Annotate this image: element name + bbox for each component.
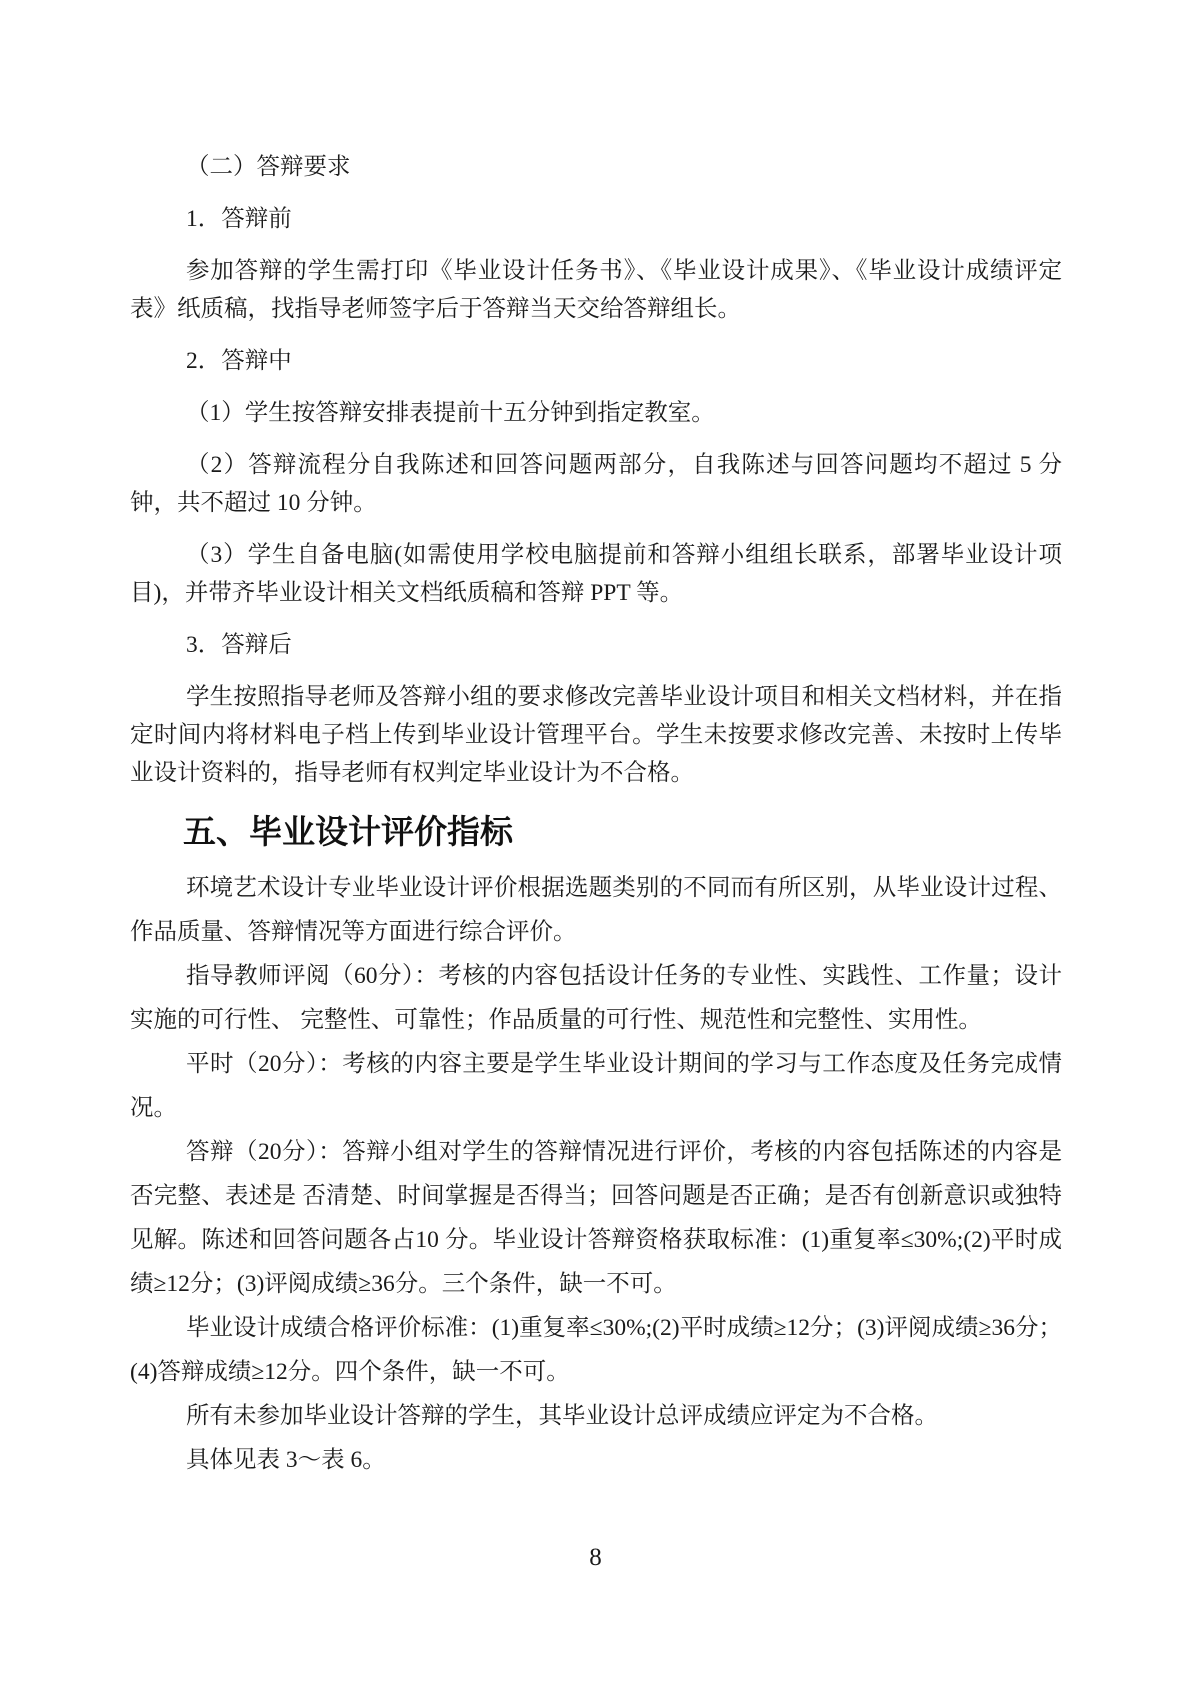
page-number: 8: [589, 1544, 602, 1571]
paragraph-see-tables: 具体见表 3～表 6。: [186, 1447, 386, 1473]
item-during-defense: 2．答辩中: [186, 348, 292, 374]
item-after-defense: 3．答辩后: [186, 632, 292, 658]
paragraph-no-defense-fail: 所有未参加毕业设计答辩的学生，其毕业设计总评成绩应评定为不合格。: [186, 1403, 938, 1429]
section-title-evaluation-indicators: 五、毕业设计评价指标: [183, 813, 513, 850]
document-body: [130, 148, 1062, 1482]
paragraph-during-defense-1: （1）学生按答辩安排表提前十五分钟到指定教室。: [186, 400, 715, 426]
paragraph-advisor-review-60: 指导教师评阅（60分）：考核的内容包括设计任务的专业性、实践性、工作量；设计实施的可行性、 完整性、可靠性；作品质量的可行性、规范性和完整性、实用性。: [130, 963, 1062, 1033]
paragraph-defense-score-20: 答辩（20分）：答辩小组对学生的答辩情况进行评价，考核的内容包括陈述的内容是否完整、表述是 否清楚、时间掌握是否得当；回答问题是否正确；是否有创新意识或独特见解。陈述和回答问题各占10 分。毕业设计答辩资格获取标准：(1)重复率≤30%;(2)平时成绩≥12分；(3)评阅成绩≥36分。三个条件，缺一不可。: [130, 1139, 1062, 1297]
paragraph-evaluation-overview: 环境艺术设计专业毕业设计评价根据选题类别的不同而有所区别，从毕业设计过程、作品质量、答辩情况等方面进行综合评价。: [130, 875, 1062, 945]
subsection-title-defense-requirements: （二）答辩要求: [186, 154, 351, 180]
paragraph-daily-score-20: 平时（20分）：考核的内容主要是学生毕业设计期间的学习与工作态度及任务完成情况。: [130, 1051, 1062, 1121]
paragraph-passing-criteria: 毕业设计成绩合格评价标准：(1)重复率≤30%;(2)平时成绩≥12分；(3)评阅成绩≥36分；(4)答辩成绩≥12分。四个条件，缺一不可。: [130, 1315, 1062, 1385]
paragraph-during-defense-2: （2）答辩流程分自我陈述和回答问题两部分，自我陈述与回答问题均不超过 5 分钟，共不超过 10 分钟。: [130, 452, 1062, 516]
paragraph-after-defense: 学生按照指导老师及答辩小组的要求修改完善毕业设计项目和相关文档材料，并在指定时间内将材料电子档上传到毕业设计管理平台。学生未按要求修改完善、未按时上传毕业设计资料的，指导老师有权判定毕业设计为不合格。: [130, 684, 1062, 786]
paragraph-before-defense: 参加答辩的学生需打印《毕业设计任务书》、《毕业设计成果》、《毕业设计成绩评定表》纸质稿，找指导老师签字后于答辩当天交给答辩组长。: [130, 258, 1062, 322]
paragraph-during-defense-3: （3）学生自备电脑(如需使用学校电脑提前和答辩小组组长联系，部署毕业设计项目)，并带齐毕业设计相关文档纸质稿和答辩 PPT 等。: [130, 542, 1062, 606]
item-before-defense: 1．答辩前: [186, 206, 292, 232]
